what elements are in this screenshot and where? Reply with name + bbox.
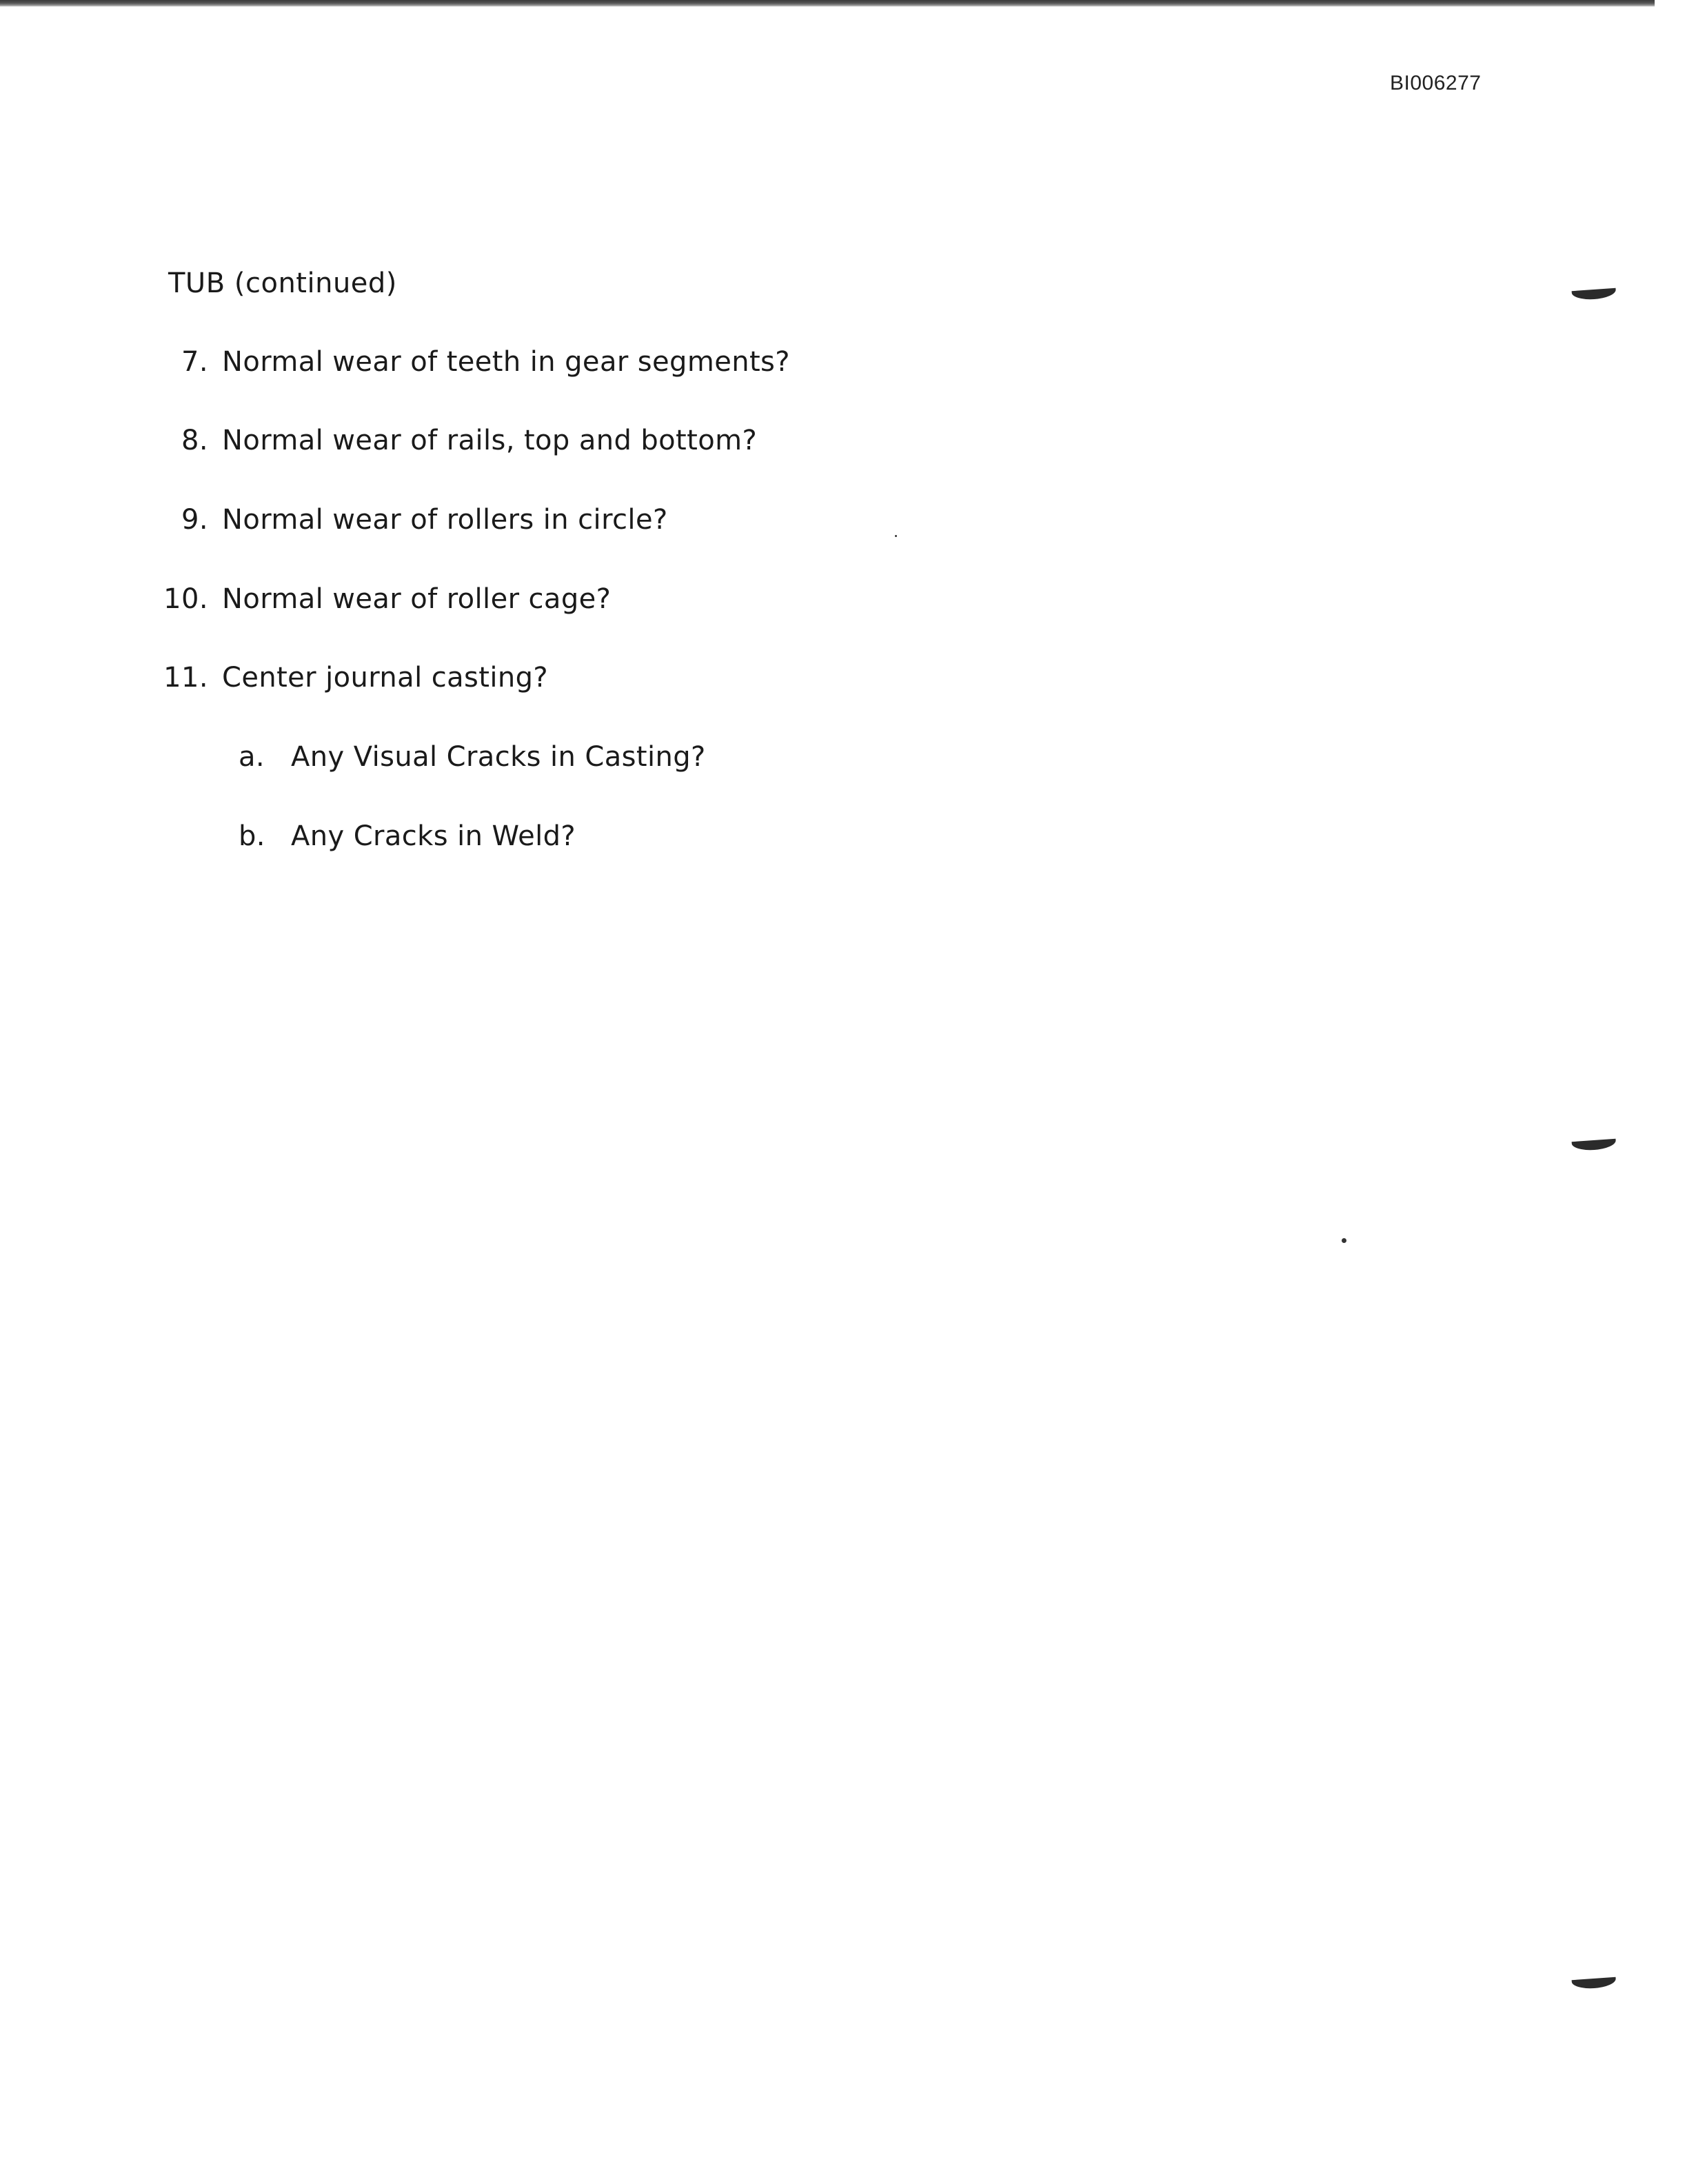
item-text: Normal wear of roller cage?	[222, 583, 612, 615]
item-number: 9.	[181, 504, 208, 536]
item-number: 10.	[163, 583, 208, 615]
document-id: BI006277	[1390, 72, 1482, 94]
item-text: Normal wear of rails, top and bottom?	[222, 425, 758, 456]
scan-speck	[1342, 1238, 1346, 1243]
subitem-letter: a.	[239, 741, 265, 773]
item-text: Normal wear of rollers in circle?	[222, 504, 668, 536]
item-number: 7.	[181, 346, 208, 378]
section-heading: TUB (continued)	[168, 267, 397, 299]
subitem-text: Any Visual Cracks in Casting?	[291, 741, 706, 773]
subitem-letter: b.	[239, 820, 265, 852]
binder-hole-mark	[1572, 1977, 1617, 1990]
item-number: 8.	[181, 425, 208, 456]
subitem-text: Any Cracks in Weld?	[291, 820, 576, 852]
item-number: 11.	[163, 662, 208, 694]
item-text: Normal wear of teeth in gear segments?	[222, 346, 790, 378]
scan-speck	[895, 535, 897, 537]
item-text: Center journal casting?	[222, 662, 549, 694]
scan-top-edge	[0, 0, 1655, 7]
binder-hole-mark	[1572, 1139, 1617, 1151]
binder-hole-mark	[1572, 288, 1617, 301]
